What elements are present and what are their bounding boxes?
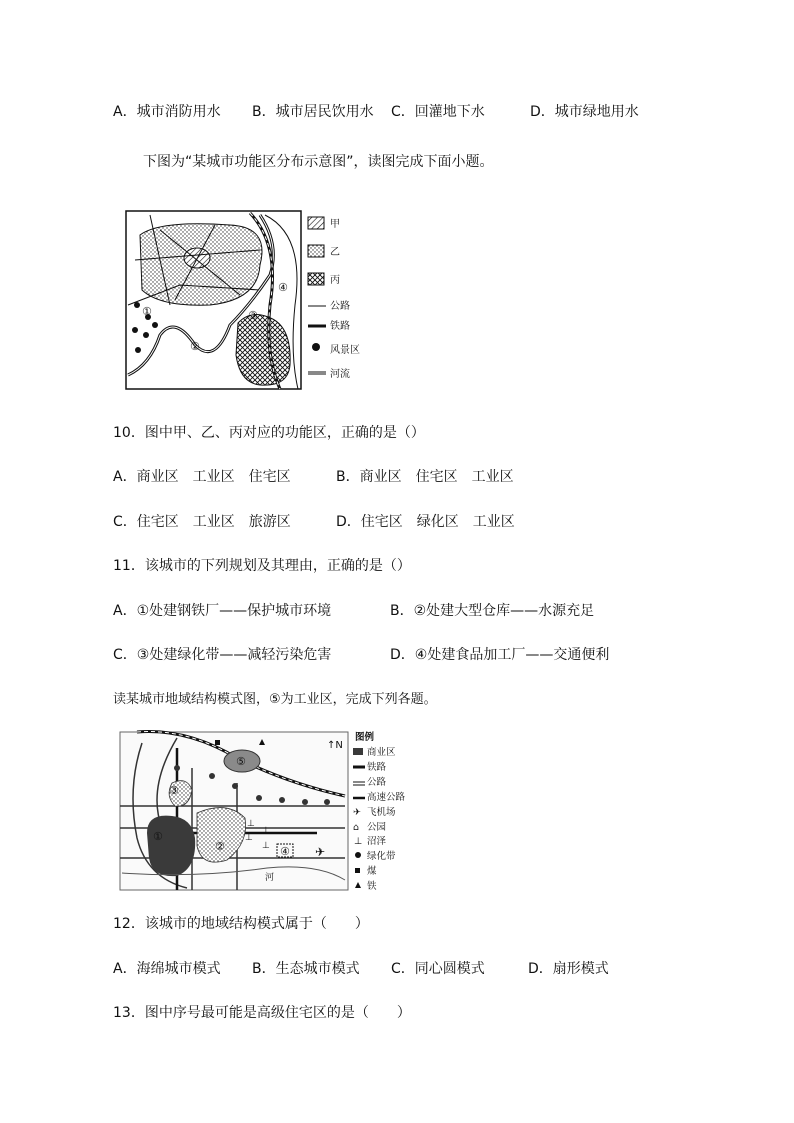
svg-text:商业区: 商业区 <box>367 747 396 758</box>
svg-text:甲: 甲 <box>330 219 340 230</box>
q10-option-a: A．商业区 工业区 住宅区 <box>113 469 291 485</box>
marker-1: ① <box>142 305 152 318</box>
map2-marker-1: ① <box>153 830 163 843</box>
svg-text:⊥: ⊥ <box>262 841 270 851</box>
city-function-map <box>120 205 370 395</box>
intro-map1: 下图为“某城市功能区分布示意图”，读图完成下面小题。 <box>143 154 494 170</box>
marker-2: ② <box>190 340 200 353</box>
q9-option-a: A．城市消防用水 <box>113 104 221 120</box>
marker-4: ④ <box>278 281 288 294</box>
q10-option-d: D．住宅区 绿化区 工业区 <box>336 514 515 530</box>
svg-text:公园: 公园 <box>367 822 387 833</box>
svg-text:乙: 乙 <box>330 247 340 258</box>
svg-text:图例: 图例 <box>355 732 375 743</box>
q10-option-c: C．住宅区 工业区 旅游区 <box>113 514 291 530</box>
svg-text:⊥: ⊥ <box>245 833 253 843</box>
svg-text:↑N: ↑N <box>327 740 343 751</box>
map2-marker-2: ② <box>215 840 225 853</box>
svg-text:✈: ✈ <box>315 845 326 859</box>
q12-option-d: D．扇形模式 <box>528 961 609 977</box>
q11-stem: 11．该城市的下列规划及其理由，正确的是（） <box>113 558 411 574</box>
svg-text:煤: 煤 <box>367 866 377 877</box>
q12-option-c: C．同心圆模式 <box>391 961 485 977</box>
svg-text:公路: 公路 <box>330 301 350 312</box>
svg-text:⊥: ⊥ <box>262 826 270 836</box>
q12-option-b: B．生态城市模式 <box>252 961 360 977</box>
svg-text:✈: ✈ <box>353 807 361 818</box>
q11-option-a: A．①处建钢铁厂——保护城市环境 <box>113 603 332 619</box>
marker-3: ③ <box>248 309 258 322</box>
q10-stem: 10．图中甲、乙、丙对应的功能区，正确的是（） <box>113 425 425 441</box>
q11-option-b: B．②处建大型仓库——水源充足 <box>390 603 595 619</box>
map2-marker-3: ③ <box>169 784 179 797</box>
svg-text:沼泽: 沼泽 <box>367 836 387 847</box>
q10-option-b: B．商业区 住宅区 工业区 <box>336 469 514 485</box>
svg-text:铁: 铁 <box>367 881 377 892</box>
svg-text:河流: 河流 <box>330 369 350 380</box>
svg-text:公路: 公路 <box>367 777 387 788</box>
map2-river-label: 河 <box>265 873 275 883</box>
svg-text:风景区: 风景区 <box>330 345 360 356</box>
q13-stem: 13．图中序号最可能是高级住宅区的是（ ） <box>113 1005 411 1021</box>
svg-text:⊥: ⊥ <box>247 819 255 829</box>
map1-legend <box>308 217 360 380</box>
map2-marker-5: ⑤ <box>236 755 246 768</box>
svg-text:⊥: ⊥ <box>354 836 363 847</box>
svg-text:高速公路: 高速公路 <box>367 792 406 803</box>
svg-text:飞机场: 飞机场 <box>367 807 396 818</box>
svg-text:铁路: 铁路 <box>330 321 350 332</box>
q12-option-a: A．海绵城市模式 <box>113 961 221 977</box>
q9-option-d: D．城市绿地用水 <box>530 104 639 120</box>
zone-commercial <box>147 816 195 877</box>
q11-option-d: D．④处建食品加工厂——交通便利 <box>390 647 610 663</box>
svg-text:铁路: 铁路 <box>367 762 387 773</box>
q12-stem: 12．该城市的地域结构模式属于（ ） <box>113 916 369 932</box>
svg-text:绿化带: 绿化带 <box>367 851 396 862</box>
svg-text:丙: 丙 <box>330 275 340 286</box>
map2-marker-4: ④ <box>280 845 290 858</box>
q9-option-b: B．城市居民饮用水 <box>252 104 374 120</box>
urban-structure-map <box>117 728 417 894</box>
svg-text:⌂: ⌂ <box>353 822 360 833</box>
q9-option-c: C．回灌地下水 <box>391 104 485 120</box>
intro-map2: 读某城市地域结构模式图，⑤为工业区，完成下列各题。 <box>113 692 437 707</box>
q11-option-c: C．③处建绿化带——减轻污染危害 <box>113 647 332 663</box>
